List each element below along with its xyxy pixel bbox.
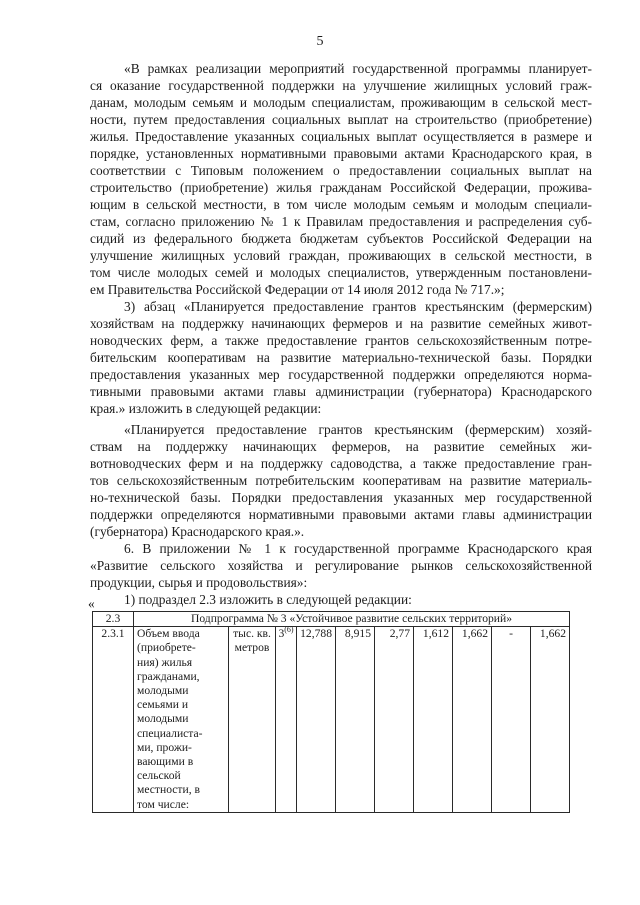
- value-cell: 8,915: [336, 627, 375, 813]
- text-line: «Развитие сельского хозяйства и регулирование рынков сельскохозяйственной: [90, 558, 592, 573]
- name-line: ми, прожи-: [137, 740, 192, 754]
- name-line: сельской: [137, 769, 181, 783]
- table-header-row: [93, 612, 570, 627]
- text-line: вотноводческих ферм и на поддержку садоводства, а также предоставление гран-: [90, 456, 592, 471]
- text-line: (губернатора) Краснодарского края.».: [90, 524, 305, 539]
- row-number-cell: 2.3.1: [93, 627, 134, 813]
- text-line: сидий из федерального бюджета бюджетам субъектов Российской Федерации на: [90, 231, 592, 246]
- text-line: ности, путем предоставления социальных выплат на строительство (приобретение): [90, 112, 592, 127]
- text-line: продукции, сырья и продовольствия»:: [90, 575, 308, 590]
- value-cell: 2,77: [375, 627, 414, 813]
- text-line: поддержки определяются нормативными правовыми актами главы администрации: [90, 507, 592, 522]
- status-code: 3: [278, 627, 285, 641]
- status-code-cell: [276, 627, 297, 813]
- name-line: том числе:: [137, 797, 190, 811]
- text-line: «Планируется предоставление грантов крестьянским (фермерским) хозяй-: [124, 422, 592, 437]
- name-line: (приобрете-: [137, 641, 196, 655]
- text-line: том числе молодых семей и молодых специалистов, утвержденным постановлени-: [90, 265, 592, 280]
- value-cell: 12,788: [297, 627, 336, 813]
- value-cell: 1,662: [531, 627, 570, 813]
- text-line: предоставления указанных мер государственной поддержки определяются норма-: [90, 367, 592, 382]
- status-footnote: (6): [284, 625, 294, 635]
- text-line: стам, согласно приложению № 1 к Правилам предоставления и распределения суб-: [90, 214, 592, 229]
- document-body: [90, 60, 592, 608]
- name-line: ния) жилья: [137, 655, 193, 669]
- paragraph-subsection: [90, 591, 592, 608]
- name-line: молодыми: [137, 684, 189, 698]
- header-title-cell: Подпрограмма № 3 «Устойчивое развитие сельских территорий»: [134, 612, 570, 627]
- text-line: но-технической базы. Порядки предоставления указанных мер государственной: [90, 490, 592, 505]
- text-line: «В рамках реализации мероприятий государственной программы планирует-: [124, 61, 592, 76]
- paragraph-new-wording: [90, 421, 592, 540]
- name-line: местности, в: [137, 783, 200, 797]
- unit-line: метров: [234, 641, 270, 655]
- name-line: Объем ввода: [137, 627, 200, 641]
- text-line: строительство (приобретение) жилья гражданам Российской Федерации, прожива-: [90, 180, 592, 195]
- paragraph-appendix-6: [90, 540, 592, 591]
- text-line: жилья. Предоставление указанных социальных выплат осуществляется в размере и: [90, 129, 592, 144]
- unit-line: тыс. кв.: [233, 627, 271, 641]
- name-line: молодыми: [137, 712, 189, 726]
- text-line: бительским кооперативам на развитие материально-технической базы. Порядки: [90, 350, 592, 365]
- name-line: семьями и: [137, 698, 189, 712]
- text-line: тов сельскохозяйственным потребительским кооперативам на развитие материаль-: [90, 473, 592, 488]
- text-line: ем Правительства Российской Федерации от 14 июля 2012 года № 717.»;: [90, 282, 505, 297]
- table-row: [93, 627, 570, 813]
- opening-quote-mark: «: [88, 596, 95, 611]
- unit-cell: [229, 627, 276, 813]
- text-line: хозяйствам на поддержку начинающих фермеров и на развитие семейных живот-: [90, 316, 592, 331]
- name-line: специалиста-: [137, 726, 203, 740]
- text-line: края.» изложить в следующей редакции:: [90, 401, 322, 416]
- text-line: ся оказание государственной поддержки на улучшение жилищных условий граж-: [90, 78, 592, 93]
- page-number: 5: [316, 34, 324, 49]
- text-line: ющим в сельской местности, в том числе молодым семьям и молодым специали-: [90, 197, 592, 212]
- text-line: порядке, установленных нормативными правовыми актами Краснодарского края, в: [90, 146, 592, 161]
- header-number-cell: 2.3: [93, 612, 134, 627]
- text-line: улучшение жилищных условий граждан, проживающих в сельской местности, в: [90, 248, 592, 263]
- text-line: 6. В приложении № 1 к государственной программе Краснодарского края: [124, 541, 592, 556]
- name-line: гражданами,: [137, 669, 200, 683]
- text-line: новодческих ферм, а также предоставление грантов сельскохозяйственным потре-: [90, 333, 592, 348]
- text-line: соответствии с Типовым положением о предоставлении социальных выплат на: [90, 163, 592, 178]
- paragraph-social-payments: [90, 60, 592, 298]
- value-cell: 1,612: [414, 627, 453, 813]
- text-line: тивными правовыми актами главы администрации (губернатора) Краснодарского: [90, 384, 592, 399]
- text-line: данам, молодым семьям и молодым специалистам, проживающим в сельской мест-: [90, 95, 592, 110]
- text-line: 3) абзац «Планируется предоставление грантов крестьянским (фермерским): [124, 299, 592, 314]
- value-cell: -: [492, 627, 531, 813]
- name-line: вающими в: [137, 755, 194, 769]
- text-line: ствам на поддержку начинающих фермеров, на развитие семейных жи-: [90, 439, 592, 454]
- text-line: 1) подраздел 2.3 изложить в следующей редакции:: [124, 592, 412, 607]
- paragraph-amendment-3: [90, 298, 592, 417]
- indicator-name-cell: [134, 627, 229, 813]
- value-cell: 1,662: [453, 627, 492, 813]
- subprogram-table: [92, 611, 570, 813]
